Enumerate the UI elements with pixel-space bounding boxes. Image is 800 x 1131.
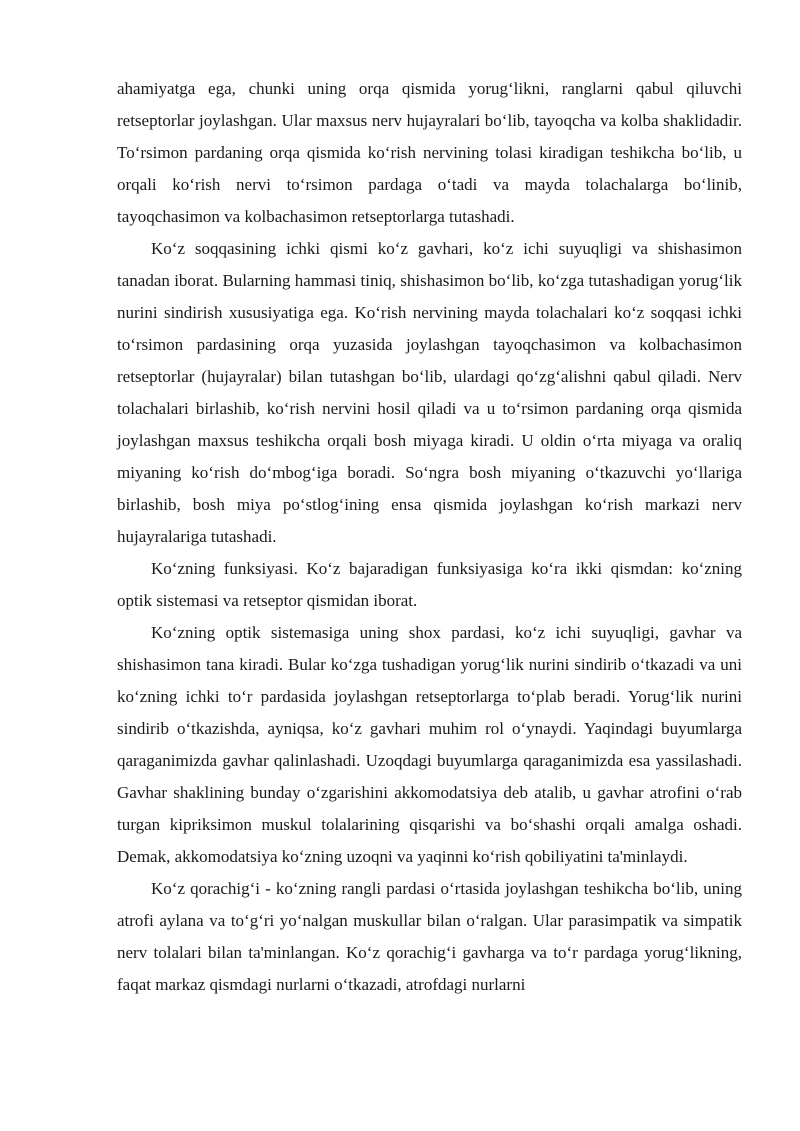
paragraph-eye-function: Ko‘zning funksiyasi. Ko‘z bajaradigan funksiyasiga ko‘ra ikki qismdan: ko‘zning optik sistemasi va retseptor qismidan iborat. xyxy=(117,559,742,610)
document-page xyxy=(117,73,742,1001)
paragraph-pupil: Ko‘z qorachig‘i - ko‘zning rangli pardasi o‘rtasida joylashgan teshikcha bo‘lib, uning atrofi aylana va to‘g‘ri yo‘nalgan muskullar bilan o‘ralgan. Ular parasimpatik va simpatik nerv tolalari bilan ta'minlangan. Ko‘z qorachig‘i gavharga va to‘r pardaga yorug‘likning, faqat markaz qismdagi nurlarni o‘tkazadi, atrofdagi nurlarni xyxy=(117,879,742,994)
paragraph-continuation: ahamiyatga ega, chunki uning orqa qismida yorug‘likni, ranglarni qabul qiluvchi retseptorlar joylashgan. Ular maxsus nerv hujayralari bo‘lib, tayoqcha va kolba shaklidadir. To‘rsimon pardaning orqa qismida ko‘rish nervining tolasi kiradigan teshikcha bo‘lib, u orqali ko‘rish nervi to‘rsimon pardaga o‘tadi va mayda tolachalarga bo‘linib, tayoqchasimon va kolbachasimon retseptorlarga tutashadi. xyxy=(117,79,742,226)
paragraph-eyeball-interior: Ko‘z soqqasining ichki qismi ko‘z gavhari, ko‘z ichi suyuqligi va shishasimon tanadan iborat. Bularning hammasi tiniq, shishasimon bo‘lib, ko‘zga tutashadigan yorug‘lik nurini sindirish xususiyatiga ega. Ko‘rish nervining mayda tolachalari ko‘z soqqasi ichki to‘rsimon pardasining orqa yuzasida joylashgan tayoqchasimon va kolbachasimon retseptorlar (hujayralar) bilan tutashgan bo‘lib, ulardagi qo‘zg‘alishni qabul qiladi. Nerv tolachalari birlashib, ko‘rish nervini hosil qiladi va u to‘rsimon pardaning orqa qismida joylashgan maxsus teshikcha orqali bosh miyaga kiradi. U oldin o‘rta miyaga va oraliq miyaning ko‘rish do‘mbog‘iga boradi. So‘ngra bosh miyaning o‘tkazuvchi yo‘llariga birlashib, bosh miya po‘stlog‘ining ensa qismida joylashgan ko‘rish markazi nerv hujayralariga tutashadi. xyxy=(117,239,742,546)
paragraph-optical-system: Ko‘zning optik sistemasiga uning shox pardasi, ko‘z ichi suyuqligi, gavhar va shishasimon tana kiradi. Bular ko‘zga tushadigan yorug‘lik nurini sindirib o‘tkazadi va uni ko‘zning ichki to‘r pardasida joylashgan retseptorlarga to‘plab beradi. Yorug‘lik nurini sindirib o‘tkazishda, ayniqsa, ko‘z gavhari muhim rol o‘ynaydi. Yaqindagi buyumlarga qaraganimizda gavhar qalinlashadi. Uzoqdagi buyumlarga qaraganimizda esa yassilashadi. Gavhar shaklining bunday o‘zgarishini akkomodatsiya deb atalib, u gavhar atrofini o‘rab turgan kipriksimon muskul tolalarining qisqarishi va bo‘shashi orqali amalga oshadi. Demak, akkomodatsiya ko‘zning uzoqni va yaqinni ko‘rish qobiliyatini ta'minlaydi. xyxy=(117,623,742,866)
